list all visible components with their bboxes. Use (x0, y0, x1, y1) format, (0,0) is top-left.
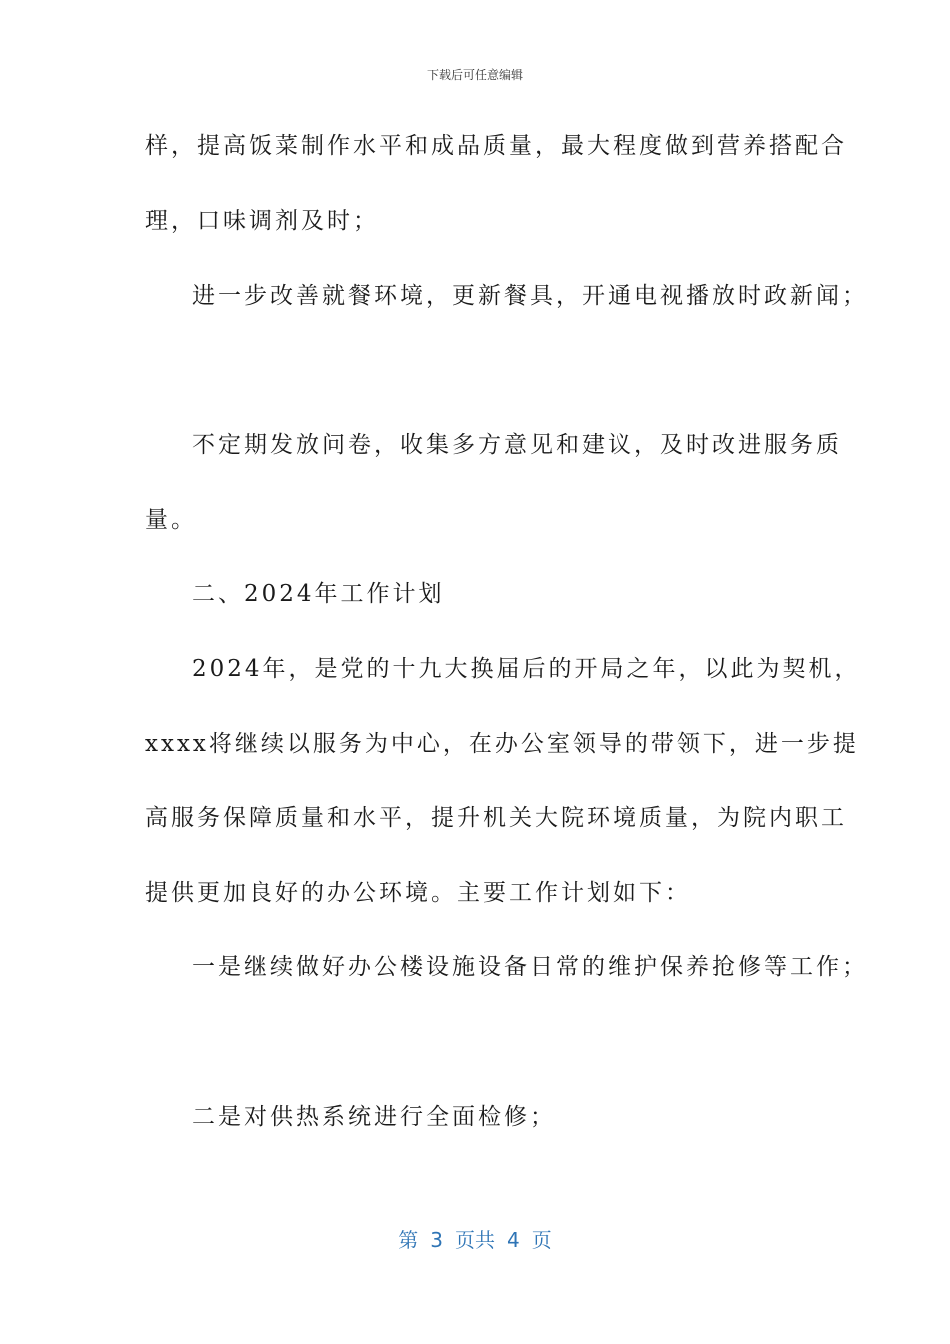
paragraph-line: xxxx将继续以服务为中心，在办公室领导的带领下，进一步提 (145, 731, 859, 757)
section-heading: 二、2024年工作计划 (192, 581, 445, 607)
page-label-suffix: 页 (531, 1228, 552, 1252)
paragraph-line: 不定期发放问卷，收集多方意见和建议，及时改进服务质 (192, 432, 842, 458)
page-label-mid: 页共 (455, 1228, 495, 1252)
page-total-number: 4 (507, 1228, 520, 1252)
page-header: 下载后可任意编辑 (426, 68, 523, 82)
paragraph-line: 理，口味调剂及时； (145, 208, 379, 234)
page-current-number: 3 (430, 1228, 443, 1252)
paragraph-line: 一是继续做好办公楼设施设备日常的维护保养抢修等工作； (192, 954, 868, 980)
paragraph-line: 高服务保障质量和水平，提升机关大院环境质量，为院内职工 (145, 805, 847, 831)
paragraph-line: 量。 (145, 507, 197, 533)
paragraph-line: 提供更加良好的办公环境。主要工作计划如下： (145, 880, 691, 906)
paragraph-line: 样，提高饭菜制作水平和成品质量，最大程度做到营养搭配合 (145, 133, 847, 159)
paragraph-line: 进一步改善就餐环境，更新餐具，开通电视播放时政新闻； (192, 283, 868, 309)
page-label-prefix: 第 (398, 1228, 419, 1252)
page-footer (0, 1224, 950, 1253)
paragraph-line: 二是对供热系统进行全面检修； (192, 1104, 556, 1130)
paragraph-line: 2024年，是党的十九大换届后的开局之年，以此为契机， (192, 656, 861, 682)
